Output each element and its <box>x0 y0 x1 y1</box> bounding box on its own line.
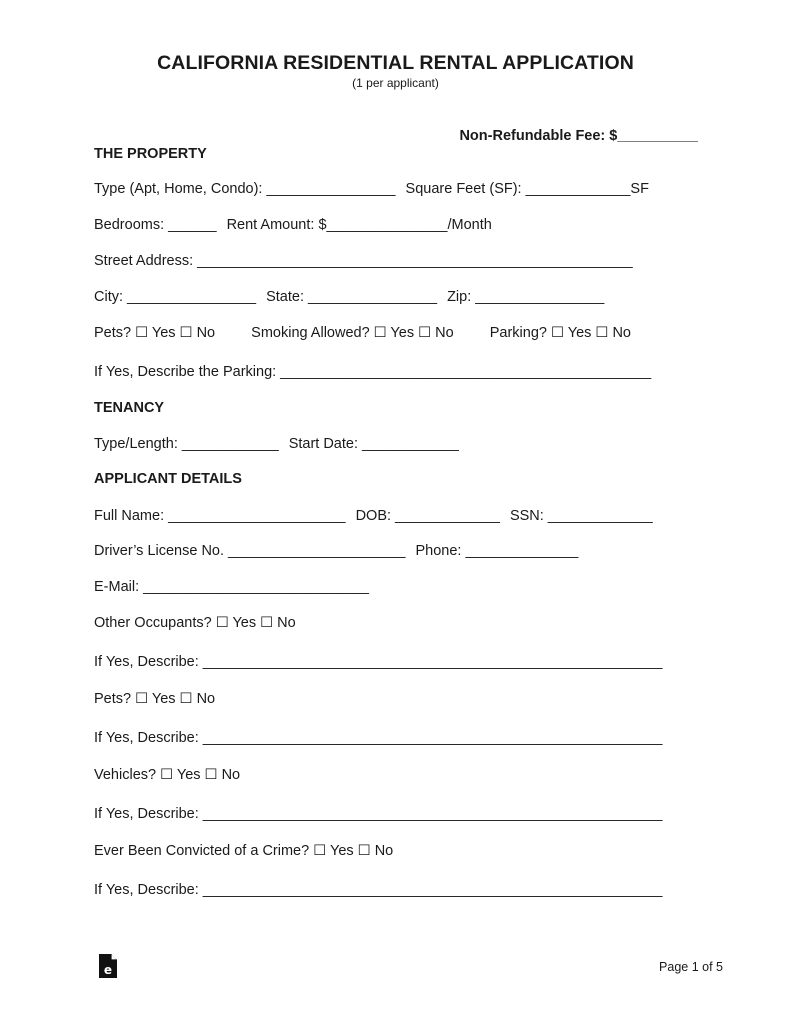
crime-conviction-checkbox[interactable]: Ever Been Convicted of a Crime? ☐ Yes ☐ No <box>94 843 394 859</box>
property-type-row <box>94 181 649 197</box>
ssn-field[interactable]: SSN: _____________ <box>509 508 653 524</box>
occupants-describe-field[interactable]: If Yes, Describe: _________________________________________________________ <box>94 654 663 670</box>
eforms-logo-icon <box>98 953 118 984</box>
vehicles-describe-field[interactable]: If Yes, Describe: _________________________________________________________ <box>94 806 663 822</box>
parking-describe-field[interactable]: If Yes, Describe the Parking: ______________________________________________ <box>94 364 652 380</box>
parking-checkbox[interactable]: Parking? ☐ Yes ☐ No <box>489 325 631 341</box>
applicant-pets-checkbox[interactable]: Pets? ☐ Yes ☐ No <box>94 691 216 707</box>
drivers-license-field[interactable]: Driver’s License No. ______________________ <box>94 543 406 559</box>
non-refundable-fee-field[interactable]: Non-Refundable Fee: $__________ <box>459 128 698 144</box>
name-dob-ssn-row <box>94 508 653 524</box>
section-heading-property: THE PROPERTY <box>94 146 207 162</box>
dob-field[interactable]: DOB: _____________ <box>355 508 500 524</box>
license-phone-row <box>94 543 578 559</box>
square-feet-field[interactable]: Square Feet (SF): _____________SF <box>405 181 649 197</box>
section-heading-tenancy: TENANCY <box>94 400 165 416</box>
page-number: Page 1 of 5 <box>659 960 723 974</box>
type-length-field[interactable]: Type/Length: ____________ <box>94 436 279 452</box>
city-field[interactable]: City: ________________ <box>94 289 257 305</box>
rent-amount-field[interactable]: Rent Amount: $_______________/Month <box>226 217 492 233</box>
street-address-field[interactable]: Street Address: ______________________________________________________ <box>94 253 633 269</box>
full-name-field[interactable]: Full Name: ______________________ <box>94 508 346 524</box>
pets-describe-field[interactable]: If Yes, Describe: _________________________________________________________ <box>94 730 663 746</box>
property-type-field[interactable]: Type (Apt, Home, Condo): ________________ <box>94 181 396 197</box>
phone-field[interactable]: Phone: ______________ <box>415 543 579 559</box>
property-options-row <box>94 325 631 341</box>
vehicles-checkbox[interactable]: Vehicles? ☐ Yes ☐ No <box>94 767 241 783</box>
bedrooms-rent-row <box>94 217 492 233</box>
crime-describe-field[interactable]: If Yes, Describe: _________________________________________________________ <box>94 882 663 898</box>
section-heading-applicant: APPLICANT DETAILS <box>94 471 242 487</box>
email-field[interactable]: E-Mail: ____________________________ <box>94 579 369 595</box>
state-field[interactable]: State: ________________ <box>266 289 438 305</box>
tenancy-row <box>94 436 459 452</box>
document-subtitle: (1 per applicant) <box>352 76 439 90</box>
document-title: CALIFORNIA RESIDENTIAL RENTAL APPLICATION <box>157 52 634 74</box>
bedrooms-field[interactable]: Bedrooms: ______ <box>94 217 217 233</box>
other-occupants-checkbox[interactable]: Other Occupants? ☐ Yes ☐ No <box>94 615 296 631</box>
smoking-allowed-checkbox[interactable]: Smoking Allowed? ☐ Yes ☐ No <box>251 325 454 341</box>
svg-text:e: e <box>103 963 113 977</box>
city-state-zip-row <box>94 289 604 305</box>
property-pets-checkbox[interactable]: Pets? ☐ Yes ☐ No <box>94 325 216 341</box>
zip-field[interactable]: Zip: ________________ <box>447 289 605 305</box>
start-date-field[interactable]: Start Date: ____________ <box>288 436 459 452</box>
